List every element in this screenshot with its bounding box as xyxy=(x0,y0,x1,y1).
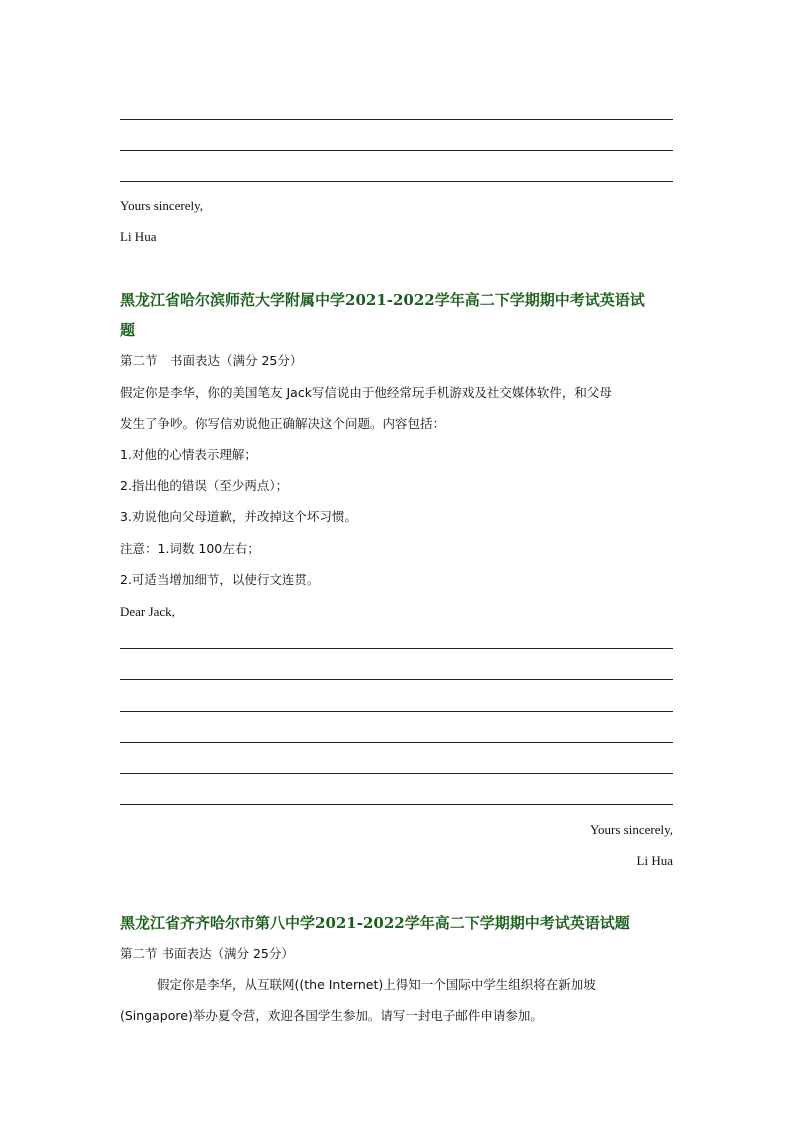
content-item: 3.劝说他向父母道歉，并改掉这个坏习惯。 xyxy=(120,509,357,524)
answer-line xyxy=(120,742,673,743)
answer-line xyxy=(120,119,673,120)
section-heading: 黑龙江省哈尔滨师范大学附属中学2021-2022学年高二下学期期中考试英语试 xyxy=(120,291,645,309)
letter-signature: Li Hua xyxy=(636,853,673,868)
prompt-text: 发生了争吵。你写信劝说他正确解决这个问题。内容包括： xyxy=(120,416,446,431)
answer-line xyxy=(120,679,673,680)
letter-closing: Yours sincerely, xyxy=(120,198,204,213)
content-item: 1.对他的心情表示理解； xyxy=(120,447,257,462)
section-heading: 黑龙江省齐齐哈尔市第八中学2021-2022学年高二下学期期中考试英语试题 xyxy=(120,914,630,932)
content-item: 2.指出他的错误（至少两点）； xyxy=(120,478,289,493)
prompt-text: (Singapore)举办夏令营，欢迎各国学生参加。请写一封电子邮件申请参加。 xyxy=(120,1008,543,1023)
salutation: Dear Jack, xyxy=(120,604,175,619)
part-title: 第二节 书面表达（满分 25分） xyxy=(120,946,294,961)
answer-line xyxy=(120,773,673,774)
part-title: 第二节 书面表达（满分 25分） xyxy=(120,353,303,368)
answer-line xyxy=(120,711,673,712)
answer-line xyxy=(120,648,673,649)
prompt-text: 假定你是李华，从互联网((the Internet)上得知一个国际中学生组织将在新加坡 xyxy=(157,977,596,992)
answer-line xyxy=(120,150,673,151)
letter-closing: Yours sincerely, xyxy=(589,822,673,837)
answer-line xyxy=(120,181,673,182)
note-text: 注意：1.词数 100左右； xyxy=(120,541,260,556)
letter-signature: Li Hua xyxy=(120,229,157,244)
section-heading-continued: 题 xyxy=(120,321,136,339)
note-text: 2.可适当增加细节，以使行文连贯。 xyxy=(120,572,320,587)
prompt-text: 假定你是李华，你的美国笔友 Jack写信说由于他经常玩手机游戏及社交媒体软件，和父母 xyxy=(120,385,612,400)
answer-line xyxy=(120,804,673,805)
